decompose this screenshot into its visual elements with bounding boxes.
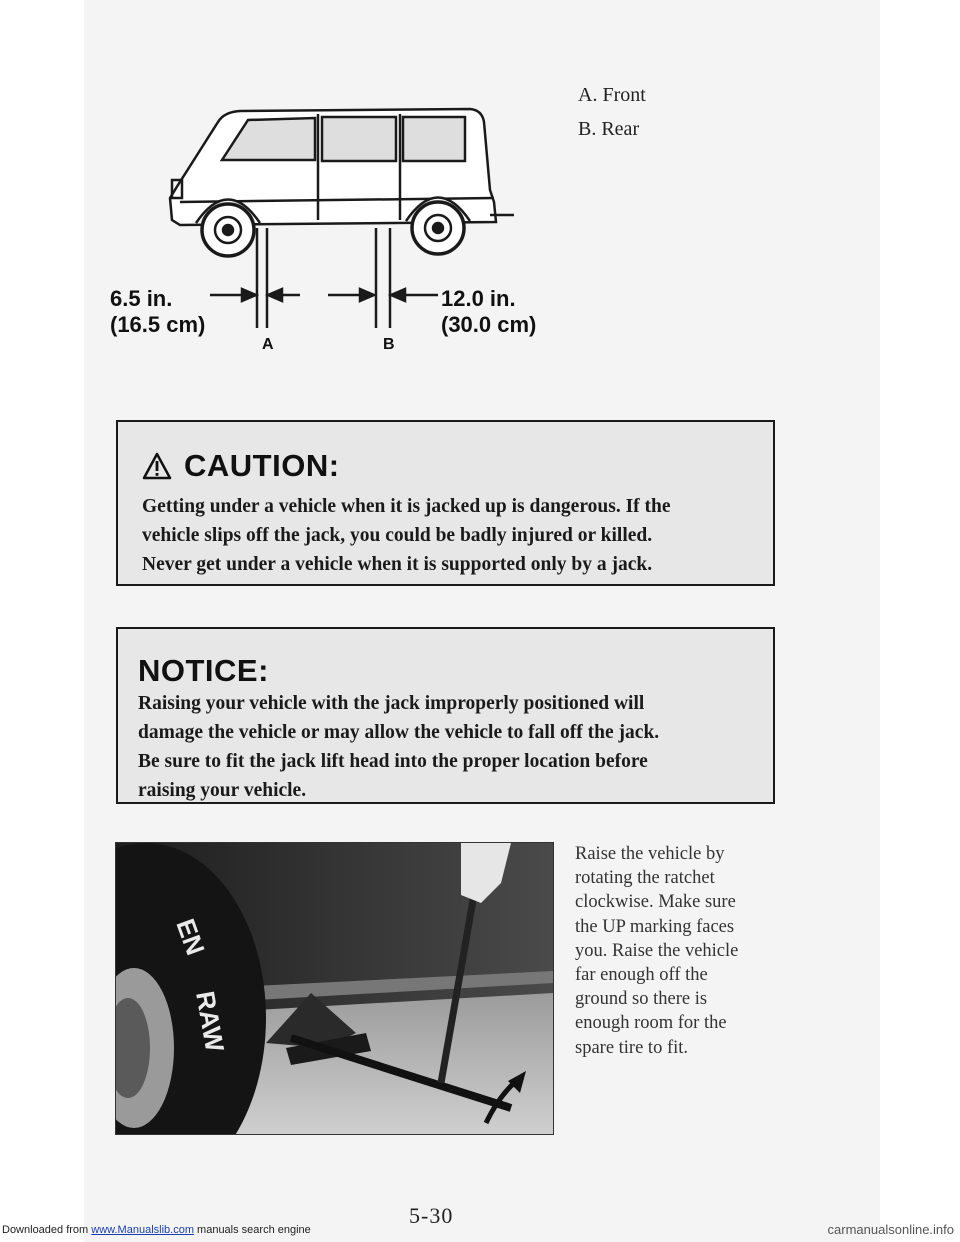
van-illustration (170, 109, 514, 256)
svg-text:RAW: RAW (190, 988, 231, 1054)
legend-item-rear: B. Rear (578, 118, 640, 140)
point-a-label: A (262, 336, 274, 353)
measurement-arrows (210, 289, 438, 301)
jacking-point-lines (257, 228, 390, 328)
notice-box (116, 627, 775, 804)
rear-measurement: 12.0 in. (30.0 cm) (441, 286, 537, 337)
page-number: 5-30 (409, 1203, 454, 1228)
diagram-legend (578, 78, 646, 146)
manualslib-link[interactable]: www.Manualslib.com (91, 1224, 194, 1236)
caution-box (116, 420, 775, 586)
legend-item-front: A. Front (578, 84, 646, 106)
download-footer: Downloaded from www.Manualslib.com manuals search engine (2, 1224, 311, 1236)
svg-text:EN: EN (170, 914, 211, 959)
notice-text: Raising your vehicle with the jack improperly positioned will damage the vehicle or may allow the vehicle to fall off the jack. Be sure to fit the jack lift head into the proper location before raising your vehicle. (138, 693, 660, 801)
instruction-text: Raise the vehicle by rotating the ratchet clockwise. Make sure the UP marking faces you. Raise the vehicle far enough off the ground so there is enough room for the spare tire to fit. (575, 844, 739, 1058)
notice-heading: NOTICE: (138, 653, 269, 688)
jack-photo (115, 842, 554, 1135)
watermark: carmanualsonline.info (827, 1222, 954, 1237)
warning-triangle-icon (142, 452, 172, 480)
point-b-label: B (383, 336, 395, 353)
front-measurement: 6.5 in. (16.5 cm) (110, 286, 206, 337)
caution-heading: CAUTION: (142, 448, 340, 484)
caution-text: Getting under a vehicle when it is jacked up is dangerous. If the vehicle slips off the jack, you could be badly injured or killed. Never get under a vehicle when it is supported only by a jack. (142, 496, 671, 575)
